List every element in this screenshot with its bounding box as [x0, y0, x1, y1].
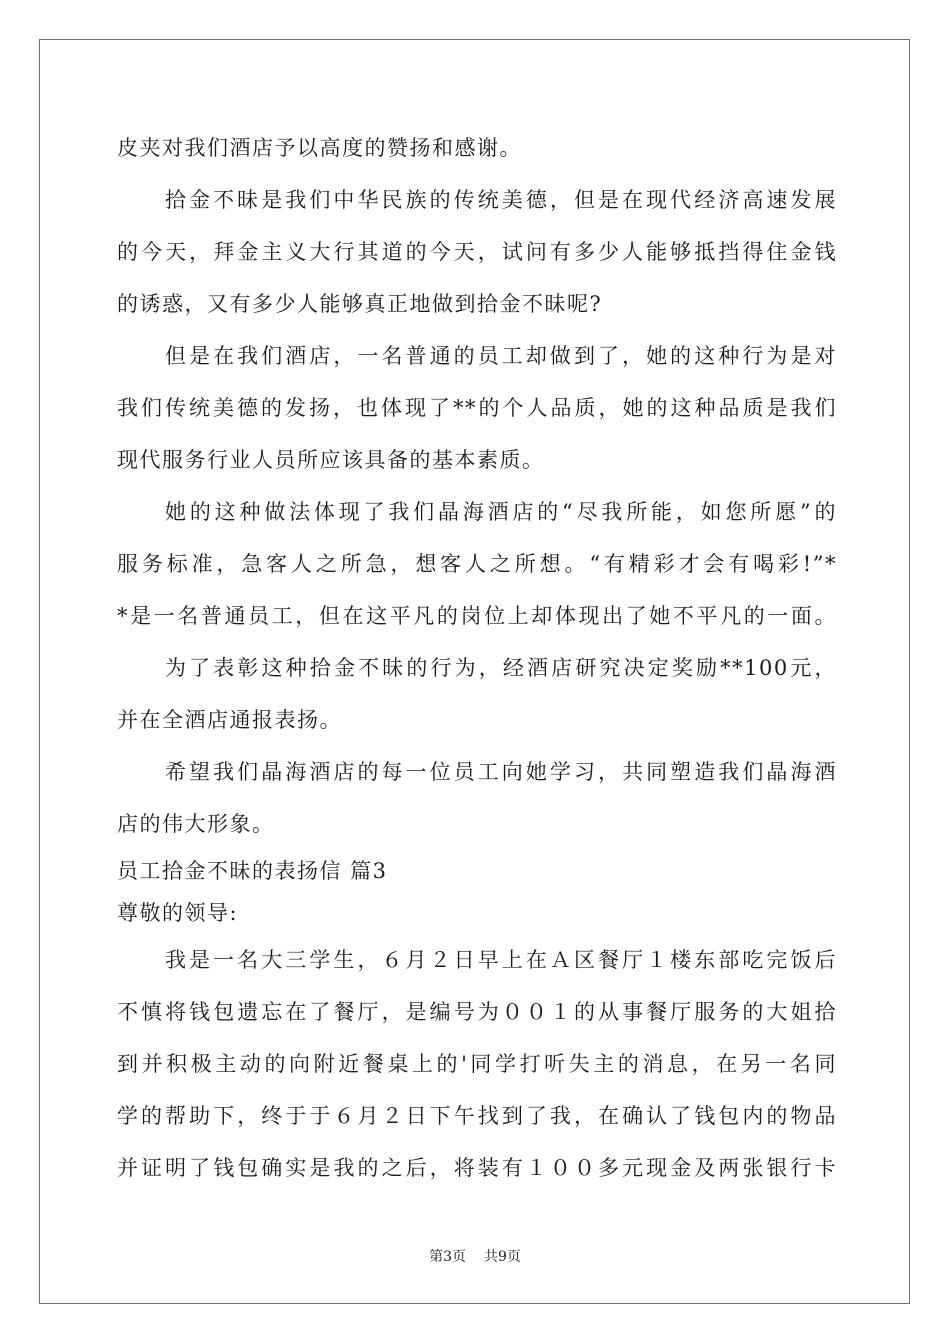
text-line: 我们传统美德的发扬，也体现了**的个人品质，她的这种品质是我们	[117, 396, 837, 420]
text-line: *是一名普通员工，但在这平凡的岗位上却体现出了她不平凡的一面。	[117, 604, 837, 628]
text-line: 但是在我们酒店，一名普通的员工却做到了，她的这种行为是对	[165, 344, 837, 368]
page-footer	[0, 1246, 950, 1266]
text-line: 她的这种做法体现了我们晶海酒店的“尽我所能，如您所愿”的	[165, 500, 837, 524]
text-line: 的今天，拜金主义大行其道的今天，试问有多少人能够抵挡得住金钱	[117, 240, 837, 264]
text-line: 拾金不昧是我们中华民族的传统美德，但是在现代经济高速发展	[165, 188, 837, 212]
section-heading: 员工拾金不昧的表扬信 篇3	[117, 859, 388, 883]
text-line: 我是一名大三学生，６月２日早上在Ａ区餐厅１楼东部吃完饭后	[165, 948, 837, 972]
text-line: 店的伟大形象。	[117, 812, 275, 836]
text-line: 并证明了钱包确实是我的之后，将装有１００多元现金及两张银行卡	[117, 1156, 837, 1180]
text-line: 现代服务行业人员所应该具备的基本素质。	[117, 448, 545, 472]
text-line: 到并积极主动的向附近餐桌上的'同学打听失主的消息，在另一名同	[117, 1052, 837, 1076]
page-number: 第3页	[429, 1249, 466, 1265]
text-line: 为了表彰这种拾金不昧的行为，经酒店研究决定奖励**100元，	[165, 656, 837, 680]
text-line: 不慎将钱包遗忘在了餐厅，是编号为００１的从事餐厅服务的大姐拾	[117, 1000, 837, 1024]
text-line: 服务标准，急客人之所急，想客人之所想。“有精彩才会有喝彩!”*	[117, 552, 837, 576]
text-line: 并在全酒店通报表扬。	[117, 708, 342, 732]
text-line: 的诱惑，又有多少人能够真正地做到拾金不昧呢?	[117, 292, 603, 316]
page-total: 共9页	[484, 1249, 521, 1265]
text-line: 皮夹对我们酒店予以高度的赞扬和感谢。	[117, 136, 522, 160]
salutation: 尊敬的领导:	[117, 901, 239, 925]
document-body	[117, 122, 837, 1194]
text-line: 希望我们晶海酒店的每一位员工向她学习，共同塑造我们晶海酒	[165, 760, 837, 784]
text-line: 学的帮助下，终于于６月２日下午找到了我，在确认了钱包内的物品	[117, 1104, 837, 1128]
